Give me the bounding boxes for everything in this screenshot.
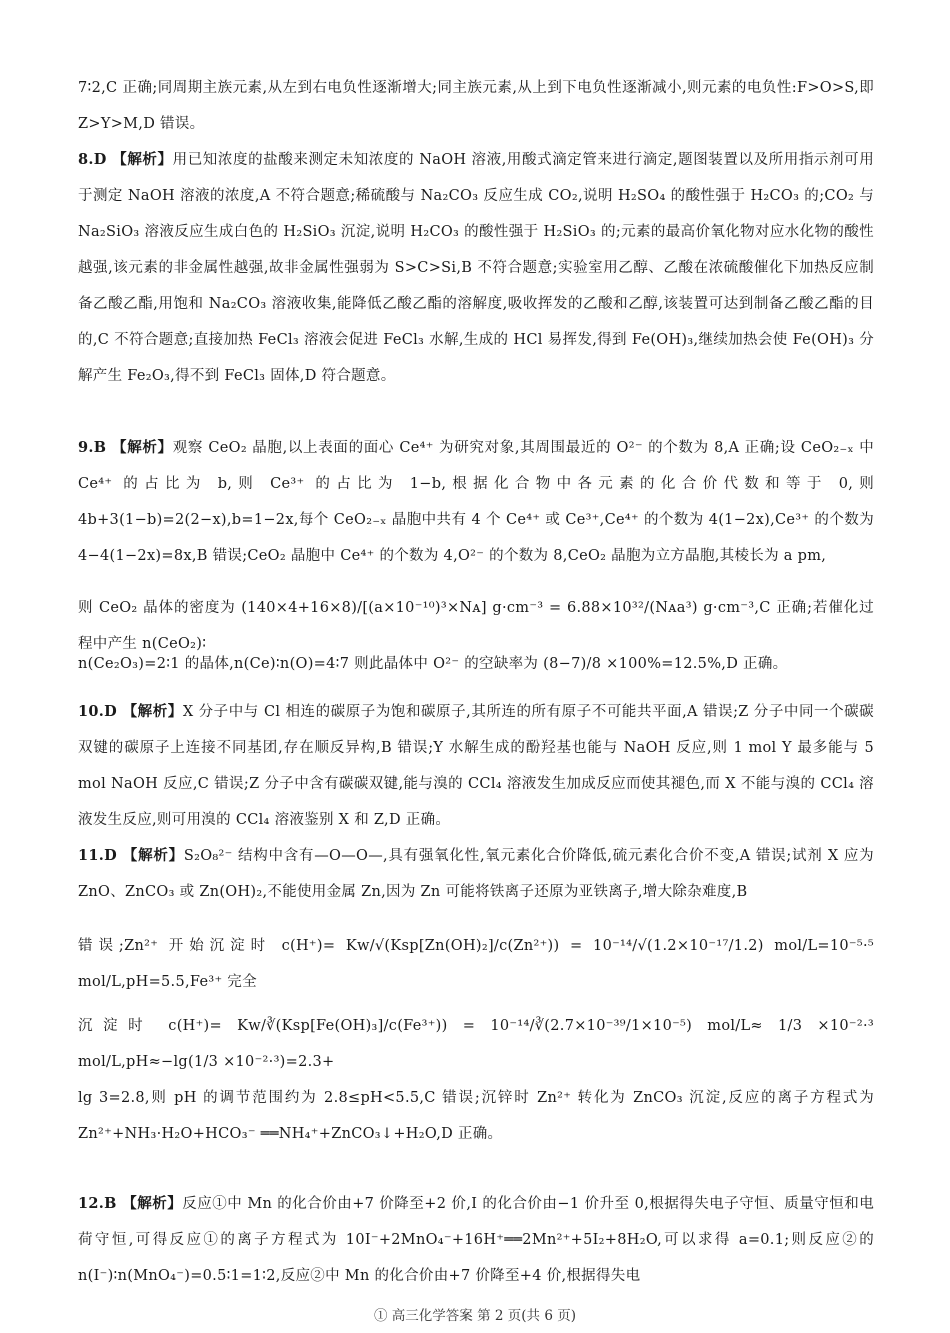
question-9-label: 9.B 【解析】 — [78, 439, 173, 456]
question-11-tail-text: lg 3=2.8,则 pH 的调节范围约为 2.8≤pH<5.5,C 错误;沉锌时 Zn²⁺ 转化为 ZnCO₃ 沉淀,反应的离子方程式为 Zn²⁺+NH₃·H₂O+HCO₃⁻ ══NH₄⁺+ZnCO₃↓+H₂O,D 正确。 — [78, 1090, 874, 1142]
question-10-text: X 分子中与 Cl 相连的碳原子为饱和碳原子,其所连的所有原子不可能共平面,A 错误;Z 分子中同一个碳碳双键的碳原子上连接不同基团,存在顺反异构,B 错误;Y 水解生成的酚羟基也能与 NaOH 反应,则 1 mol Y 最多能与 5 mol NaOH 反应,C 错误;Z 分子中含有碳碳双键,能与溴的 CCl₄ 溶液发生加成反应而使其褪色,而 X 不能与溴的 CCl₄ 溶液发生反应,则可用溴的 CCl₄ 溶液鉴别 X 和 Z,D 正确。 — [78, 704, 874, 828]
question-9-tail-text: n(Ce₂O₃)=2∶1 的晶体,n(Ce)∶n(O)=4∶7 则此晶体中 O²⁻ 的空缺率为 (8−7)/8 ×100%=12.5%,D 正确。 — [78, 656, 788, 672]
question-12-text: 反应①中 Mn 的化合价由+7 价降至+2 价,I 的化合价由−1 价升至 0,根据得失电子守恒、质量守恒和电荷守恒,可得反应①的离子方程式为 10I⁻+2MnO₄⁻+16H⁺══2Mn²⁺+5I₂+8H₂O,可以求得 a=0.1;则反应②的 n(I⁻)∶n(MnO₄⁻)=0.5∶1=1∶2,反应②中 Mn 的化合价由+7 价降至+4 价,根据得失电 — [78, 1196, 874, 1284]
para-7-text: 7∶2,C 正确;同周期主族元素,从左到右电负性逐渐增大;同主族元素,从上到下电负性逐渐减小,则元素的电负性:F>O>S,即 Z>Y>M,D 错误。 — [78, 80, 874, 132]
question-9-tail — [78, 646, 874, 682]
question-11-zn-equation — [78, 928, 874, 1000]
question-8-explanation — [78, 142, 874, 394]
question-11-fe-text: 沉淀时 c(H⁺)= Kw/∛(Ksp[Fe(OH)₃]/c(Fe³⁺)) = 10⁻¹⁴/∛(2.7×10⁻³⁹/1×10⁻⁵) mol/L≈ 1/3 ×10⁻²·³ mol/L,pH≈−lg(1/3 ×10⁻²·³)=2.3+ — [78, 1018, 874, 1070]
question-11-zn-text: 错误;Zn²⁺ 开始沉淀时 c(H⁺)= Kw/√(Ksp[Zn(OH)₂]/c(Zn²⁺)) = 10⁻¹⁴/√(1.2×10⁻¹⁷/1.2) mol/L=10⁻⁵·⁵ mol/L,pH=5.5,Fe³⁺ 完全 — [78, 938, 874, 990]
question-12-label: 12.B 【解析】 — [78, 1195, 183, 1212]
question-11-text: S₂O₈²⁻ 结构中含有—O—O—,具有强氧化性,氧元素化合价降低,硫元素化合价不变,A 错误;试剂 X 应为 ZnO、ZnCO₃ 或 Zn(OH)₂,不能使用金属 Zn,因为 Zn 可能将铁离子还原为亚铁离子,增大除杂难度,B — [78, 848, 874, 900]
question-9-density-text: 则 CeO₂ 晶体的密度为 (140×4+16×8)/[(a×10⁻¹⁰)³×Nᴀ] g·cm⁻³ = 6.88×10³²/(Nᴀa³) g·cm⁻³,C 正确;若催化过程中产生 n(CeO₂)∶ — [78, 600, 874, 652]
question-11-tail — [78, 1080, 874, 1152]
question-9-text: 观察 CeO₂ 晶胞,以上表面的面心 Ce⁴⁺ 为研究对象,其周围最近的 O²⁻ 的个数为 8,A 正确;设 CeO₂₋ₓ 中 Ce⁴⁺ 的占比为 b,则 Ce³⁺ 的占比为 1−b,根据化合物中各元素的化合价代数和等于 0,则 4b+3(1−b)=2(2−x),b=1−2x,每个 CeO₂₋ₓ 晶胞中共有 4 个 Ce⁴⁺ 或 Ce³⁺,Ce⁴⁺ 的个数为 4(1−2x),Ce³⁺ 的个数为 4−4(1−2x)=8x,B 错误;CeO₂ 晶胞中 Ce⁴⁺ 的个数为 4,O²⁻ 的个数为 8,CeO₂ 晶胞为立方晶胞,其棱长为 a pm, — [78, 440, 874, 564]
para-7-continuation — [78, 70, 874, 142]
question-12-explanation — [78, 1186, 874, 1294]
question-11-label: 11.D 【解析】 — [78, 847, 184, 864]
question-10-label: 10.D 【解析】 — [78, 703, 183, 720]
question-9-explanation — [78, 430, 874, 574]
question-11-fe-equation — [78, 1008, 874, 1080]
question-11-explanation — [78, 838, 874, 910]
question-8-text: 用已知浓度的盐酸来测定未知浓度的 NaOH 溶液,用酸式滴定管来进行滴定,题图装置以及所用指示剂可用于测定 NaOH 溶液的浓度,A 不符合题意;稀硫酸与 Na₂CO₃ 反应生成 CO₂,说明 H₂SO₄ 的酸性强于 H₂CO₃ 的;CO₂ 与 Na₂SiO₃ 溶液反应生成白色的 H₂SiO₃ 沉淀,说明 H₂CO₃ 的酸性强于 H₂SiO₃ 的;元素的最高价氧化物对应水化物的酸性越强,该元素的非金属性越强,故非金属性强弱为 S>C>Si,B 不符合题意;实验室用乙醇、乙酸在浓硫酸催化下加热反应制备乙酸乙酯,用饱和 Na₂CO₃ 溶液收集,能降低乙酸乙酯的溶解度,吸收挥发的乙酸和乙醇,该装置可达到制备乙酸乙酯的目的,C 不符合题意;直接加热 FeCl₃ 溶液会促进 FeCl₃ 水解,生成的 HCl 易挥发,得到 Fe(OH)₃,继续加热会使 Fe(OH)₃ 分解产生 Fe₂O₃,得不到 FeCl₃ 固体,D 符合题意。 — [78, 152, 874, 384]
question-10-explanation — [78, 694, 874, 838]
question-8-label: 8.D 【解析】 — [78, 151, 173, 168]
page-footer: ① 高三化学答案 第 2 页(共 6 页) — [374, 1308, 576, 1324]
